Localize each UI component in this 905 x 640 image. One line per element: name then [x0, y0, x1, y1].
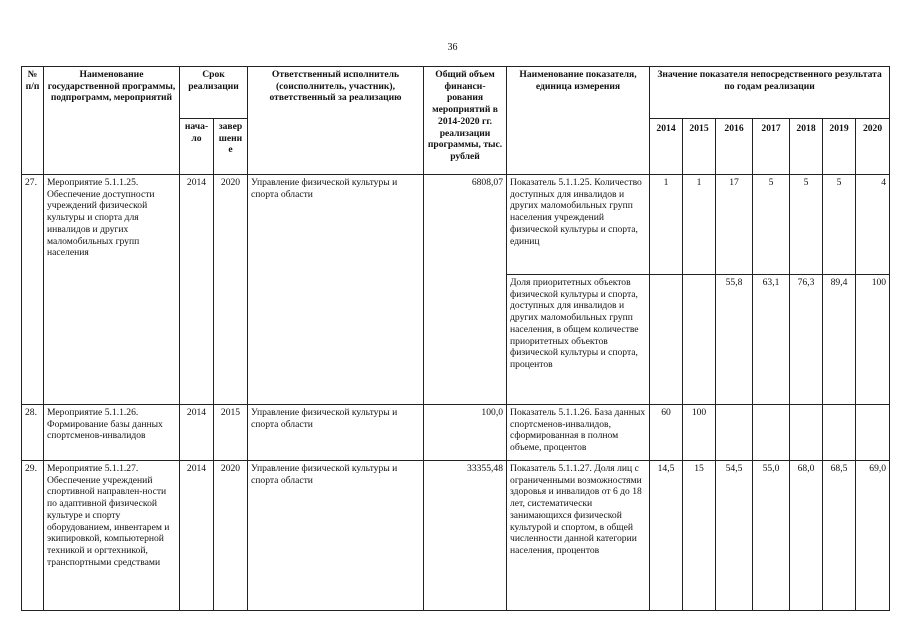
header-funding: Общий объем финанси-рования мероприятий в 2014-2020 гг. реализации программы, тыс. рублей [424, 67, 507, 175]
row-funding: 33355,48 [424, 461, 507, 611]
indicator-name: Показатель 5.1.1.25. Количество доступных для инвалидов и других маломобильных групп населения учреждений физической культуры и спорта, единиц [507, 175, 650, 275]
header-num: № п/п [22, 67, 44, 175]
indicator-value [753, 405, 790, 461]
table-row [22, 175, 890, 275]
indicator-value: 68,0 [790, 461, 823, 611]
indicator-value: 54,5 [716, 461, 753, 611]
indicator-value [683, 275, 716, 405]
row-end: 2020 [214, 461, 248, 611]
indicator-value: 17 [716, 175, 753, 275]
header-row-1 [22, 67, 890, 119]
row-executor: Управление физической культуры и спорта области [248, 175, 424, 405]
indicator-name: Доля приоритетных объектов физической культуры и спорта, доступных для инвалидов и других маломобильных групп населения, в общем количестве приоритетных объектов физической культуры и спорта, процентов [507, 275, 650, 405]
indicator-value: 76,3 [790, 275, 823, 405]
indicator-value: 5 [790, 175, 823, 275]
header-year: 2018 [790, 119, 823, 175]
row-funding: 6808,07 [424, 175, 507, 405]
header-indicator: Наименование показателя, единица измерения [507, 67, 650, 175]
row-num: 27. [22, 175, 44, 405]
indicator-name: Показатель 5.1.1.27. Доля лиц с ограниченными возможностями здоровья и инвалидов от 6 до 18 лет, систематически занимающихся физической культурой и спортом, в общей численности данной категории населения, процентов [507, 461, 650, 611]
indicator-value [716, 405, 753, 461]
indicator-value [790, 405, 823, 461]
row-name: Мероприятие 5.1.1.27. Обеспечение учреждений спортивной направлен-ности по адаптивной физической культуре и спорту оборудованием, инвентарем и экипировкой, компьютерной техникой и оргтехникой, транспортными средствами [44, 461, 180, 611]
header-end: завер шение [214, 119, 248, 175]
indicator-value: 68,5 [823, 461, 856, 611]
header-term: Срок реализации [180, 67, 248, 119]
row-start: 2014 [180, 461, 214, 611]
header-year: 2015 [683, 119, 716, 175]
header-name: Наименование государственной программы, подпрограмм, мероприятий [44, 67, 180, 175]
row-funding: 100,0 [424, 405, 507, 461]
indicator-value: 14,5 [650, 461, 683, 611]
header-executor: Ответственный исполнитель (соисполнитель, участник), ответственный за реализацию [248, 67, 424, 175]
table-row [22, 461, 890, 611]
program-table [21, 66, 890, 611]
indicator-value: 63,1 [753, 275, 790, 405]
indicator-value: 1 [683, 175, 716, 275]
header-year: 2020 [856, 119, 890, 175]
indicator-value: 60 [650, 405, 683, 461]
indicator-value: 100 [856, 275, 890, 405]
row-num: 28. [22, 405, 44, 461]
indicator-value: 5 [753, 175, 790, 275]
indicator-value: 100 [683, 405, 716, 461]
row-end: 2015 [214, 405, 248, 461]
header-start: нача-ло [180, 119, 214, 175]
indicator-value: 15 [683, 461, 716, 611]
indicator-value: 1 [650, 175, 683, 275]
indicator-value: 55,8 [716, 275, 753, 405]
indicator-value [650, 275, 683, 405]
indicator-value: 5 [823, 175, 856, 275]
indicator-value: 4 [856, 175, 890, 275]
header-year: 2016 [716, 119, 753, 175]
header-year: 2017 [753, 119, 790, 175]
row-executor: Управление физической культуры и спорта области [248, 461, 424, 611]
row-start: 2014 [180, 175, 214, 405]
table-row [22, 405, 890, 461]
page-number: 36 [447, 42, 458, 53]
row-name: Мероприятие 5.1.1.26. Формирование базы данных спортсменов-инвалидов [44, 405, 180, 461]
indicator-value: 89,4 [823, 275, 856, 405]
row-name: Мероприятие 5.1.1.25. Обеспечение доступности учреждений физической культуры и спорта для инвалидов и других маломобильных групп населения [44, 175, 180, 405]
row-num: 29. [22, 461, 44, 611]
indicator-value: 69,0 [856, 461, 890, 611]
header-year: 2019 [823, 119, 856, 175]
indicator-name: Показатель 5.1.1.26. База данных спортсменов-инвалидов, сформированная в полном объеме, процентов [507, 405, 650, 461]
row-executor: Управление физической культуры и спорта области [248, 405, 424, 461]
indicator-value: 55,0 [753, 461, 790, 611]
header-values: Значение показателя непосредственного результата по годам реализации [650, 67, 890, 119]
row-end: 2020 [214, 175, 248, 405]
header-year: 2014 [650, 119, 683, 175]
row-start: 2014 [180, 405, 214, 461]
indicator-value [856, 405, 890, 461]
indicator-value [823, 405, 856, 461]
